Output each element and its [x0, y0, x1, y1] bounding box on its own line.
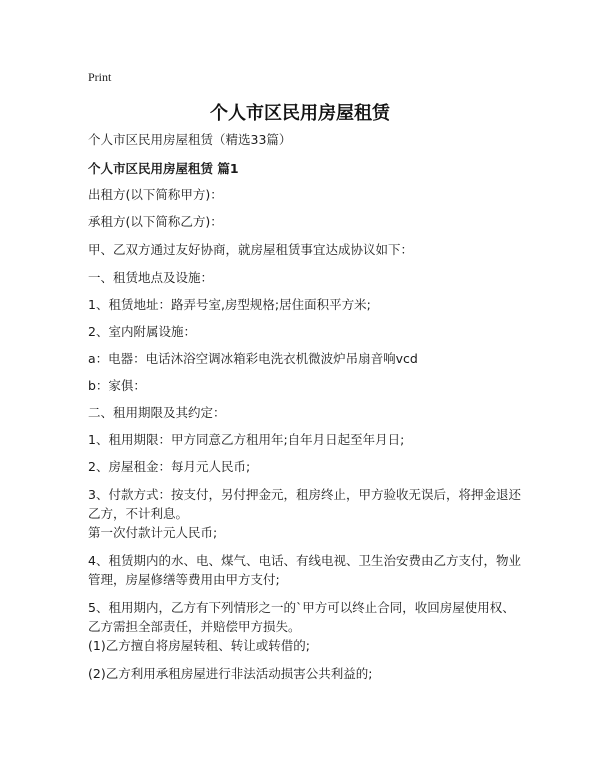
document-title: 个人市区民用房屋租赁 — [210, 103, 390, 124]
paragraph: 2、房屋租金：每月元人民币; — [88, 459, 251, 474]
paragraph: 第一次付款计元人民币; — [88, 525, 218, 540]
paragraph: (2)乙方利用承租房屋进行非法活动损害公共利益的; — [88, 666, 373, 681]
document-subtitle: 个人市区民用房屋租赁（精选33篇） — [88, 132, 292, 147]
paragraph: 2、室内附属设施： — [88, 324, 196, 339]
paragraph: 承租方(以下简称乙方)： — [88, 214, 223, 229]
paragraph: 1、租用期限：甲方同意乙方租用年;自年月日起至年月日; — [88, 432, 405, 447]
paragraph: 一、租赁地点及设施： — [88, 270, 214, 285]
paragraph: 甲、乙双方通过友好协商，就房屋租赁事宜达成协议如下： — [88, 242, 414, 257]
paragraph: 1、租赁地址：路弄号室,房型规格;居住面积平方米; — [88, 297, 371, 312]
paragraph: (1)乙方擅自将房屋转租、转让或转借的; — [88, 638, 310, 653]
paragraph: 5、租用期内，乙方有下列情形之一的`甲方可以终止合同，收回房屋使用权、乙方需担全部责任，并赔偿甲方损失。 — [88, 600, 515, 634]
paragraph: 出租方(以下简称甲方)： — [88, 187, 223, 202]
paragraph: a：电器：电话沐浴空调冰箱彩电洗衣机微波炉吊扇音响vcd — [88, 351, 418, 366]
section-heading: 个人市区民用房屋租赁 篇1 — [88, 161, 239, 176]
paragraph: 4、租赁期内的水、电、煤气、电话、有线电视、卫生治安费由乙方支付，物业管理，房屋修缮等费用由甲方支付; — [88, 553, 521, 587]
print-link[interactable]: Print — [88, 70, 112, 84]
paragraph: 二、租用期限及其约定： — [88, 405, 226, 420]
paragraph: 3、付款方式：按支付，另付押金元，租房终止，甲方验收无误后，将押金退还乙方，不计利息。 — [88, 487, 521, 521]
paragraph: b：家俱： — [88, 378, 146, 393]
